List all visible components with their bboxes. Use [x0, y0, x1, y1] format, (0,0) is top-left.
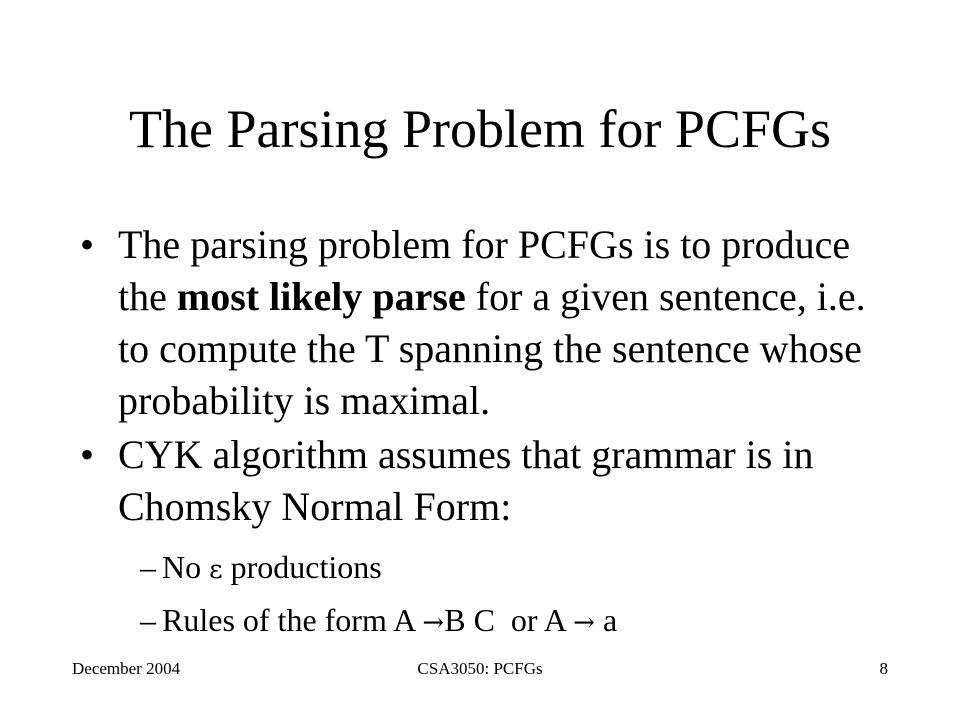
rule-text-part2: B C or A — [444, 602, 574, 638]
slide-title: The Parsing Problem for PCFGs — [129, 99, 831, 159]
bullet-text-bold: most likely parse — [176, 274, 466, 319]
bullet-text-before: The parsing problem for PCFGs is to produce the — [118, 222, 851, 319]
bullet-text-after: for a given sentence, i.e. to compute the T spanning the sentence whose probability is maximal. — [118, 274, 866, 423]
sub-bullet-rule-forms — [140, 600, 900, 643]
bullet-mark: • — [80, 432, 95, 477]
bullet-text — [118, 219, 900, 427]
bullet-cyk-algorithm — [80, 429, 900, 533]
footer-date: December 2004 — [72, 659, 181, 678]
sub-bullet-prefix: No — [162, 549, 210, 585]
sub-bullet-mark: – — [140, 549, 156, 585]
arrow-icon: → — [573, 608, 595, 638]
bullet-text: CYK algorithm assumes that grammar is in Chomsky Normal Form: — [118, 432, 814, 529]
sub-bullet-no-epsilon — [140, 547, 900, 590]
rule-text-part3: a — [594, 602, 618, 638]
arrow-icon: → — [422, 608, 445, 638]
sub-bullet-suffix: productions — [222, 549, 382, 585]
epsilon-symbol: ε — [209, 555, 223, 585]
footer-page-number: 8 — [879, 659, 888, 678]
bullet-mark: • — [80, 222, 95, 267]
bullet-parsing-problem — [80, 219, 900, 427]
rule-text-part1: Rules of the form A — [162, 602, 423, 638]
footer-course: CSA3050: PCFGs — [417, 659, 543, 678]
sub-bullet-mark: – — [140, 602, 156, 638]
